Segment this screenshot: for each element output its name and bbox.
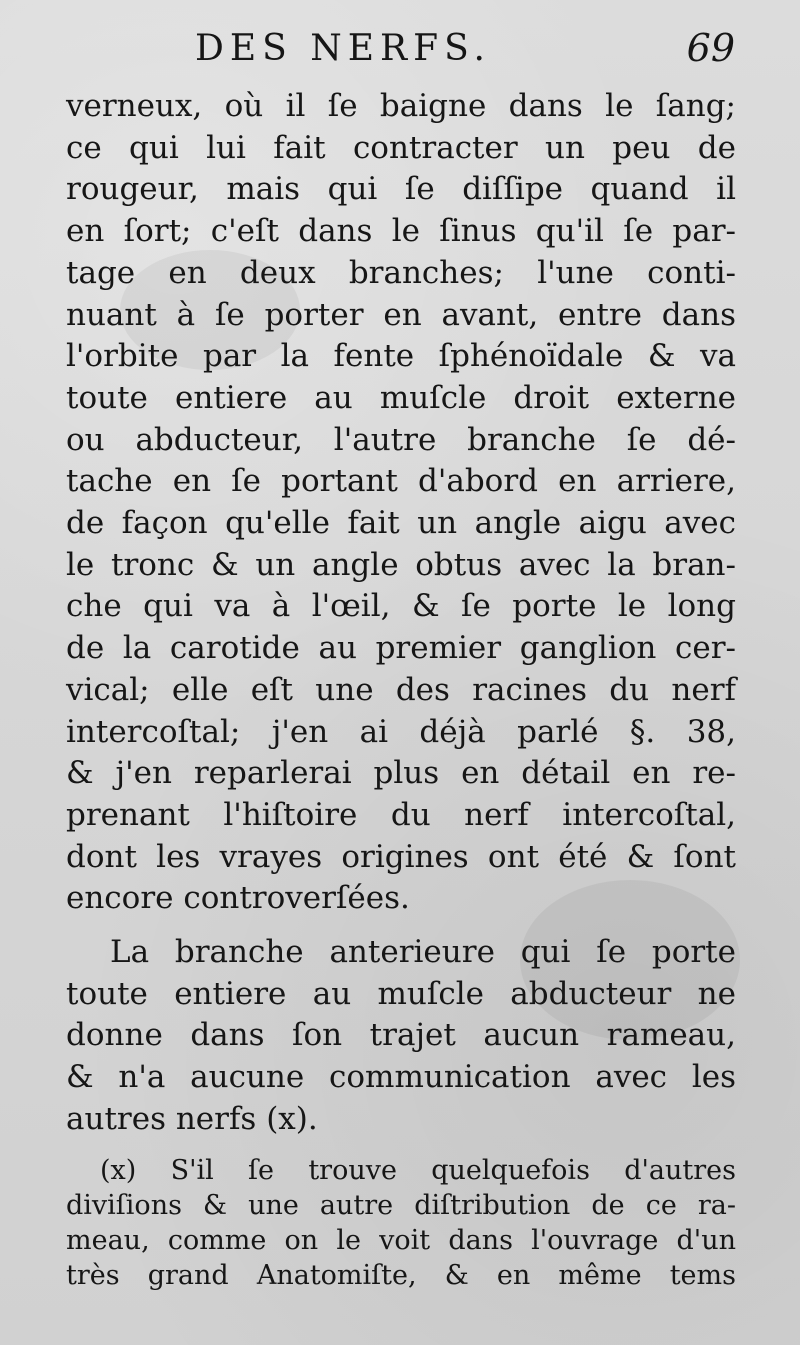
- text-line: nuant à ſe porter en avant, entre dans: [66, 296, 736, 333]
- text-line: toute entiere au muſcle droit externe: [66, 379, 736, 416]
- text-line: donne dans ſon trajet aucun rameau,: [66, 1017, 736, 1054]
- footnote-line: meau, comme on le voit dans l'ouvrage d'un: [66, 1225, 736, 1256]
- text-line: verneux, où il ſe baigne dans le ſang;: [66, 88, 736, 124]
- page-number: 69: [686, 26, 735, 70]
- text-line: prenant l'hiſtoire du nerf intercoſtal,: [66, 796, 736, 833]
- text-line: encore controverſées.: [66, 880, 410, 917]
- text-line: & j'en reparlerai plus en détail en re-: [66, 755, 736, 792]
- text-line: en ſort; c'eſt dans le ſinus qu'il ſe par-: [66, 213, 736, 250]
- text-line: tage en deux branches; l'une conti-: [66, 254, 736, 291]
- text-line: autres nerfs (x).: [66, 1100, 318, 1137]
- text-line: & n'a aucune communication avec les: [66, 1059, 736, 1096]
- text-line: dont les vrayes origines ont été & ſont: [66, 838, 736, 875]
- text-line: La branche anterieure qui ſe porte: [110, 934, 736, 971]
- running-head: [195, 28, 735, 78]
- footnote-line: diviſions & une autre diſtribution de ce ra-: [66, 1190, 736, 1221]
- text-line: intercoſtal; j'en ai déjà parlé §. 38,: [66, 713, 736, 750]
- main-text: [66, 86, 736, 1141]
- text-line: toute entiere au muſcle abducteur ne: [66, 975, 736, 1012]
- text-line: le tronc & un angle obtus avec la bran-: [66, 546, 736, 583]
- text-line: vical; elle eſt une des racines du nerf: [66, 671, 736, 708]
- text-line: ou abducteur, l'autre branche ſe dé-: [66, 421, 736, 458]
- text-line: de la carotide au premier ganglion cer-: [66, 630, 736, 667]
- text-line: che qui va à l'œil, & ſe porte le long: [66, 588, 736, 625]
- footnote: [66, 1153, 736, 1293]
- page-title: DES NERFS.: [195, 28, 491, 69]
- footnote-line: très grand Anatomiſte, & en même tems: [66, 1260, 736, 1291]
- text-line: de façon qu'elle fait un angle aigu avec: [66, 505, 736, 542]
- paragraph-gap: [66, 920, 736, 932]
- text-line: tache en ſe portant d'abord en arriere,: [66, 463, 736, 500]
- text-line: ce qui lui fait contracter un peu de: [66, 129, 736, 166]
- footnote-line: (x) S'il ſe trouve quelquefois d'autres: [100, 1155, 736, 1186]
- text-line: rougeur, mais qui ſe diſſipe quand il: [66, 171, 736, 208]
- text-line: l'orbite par la fente ſphénoïdale & va: [66, 338, 736, 375]
